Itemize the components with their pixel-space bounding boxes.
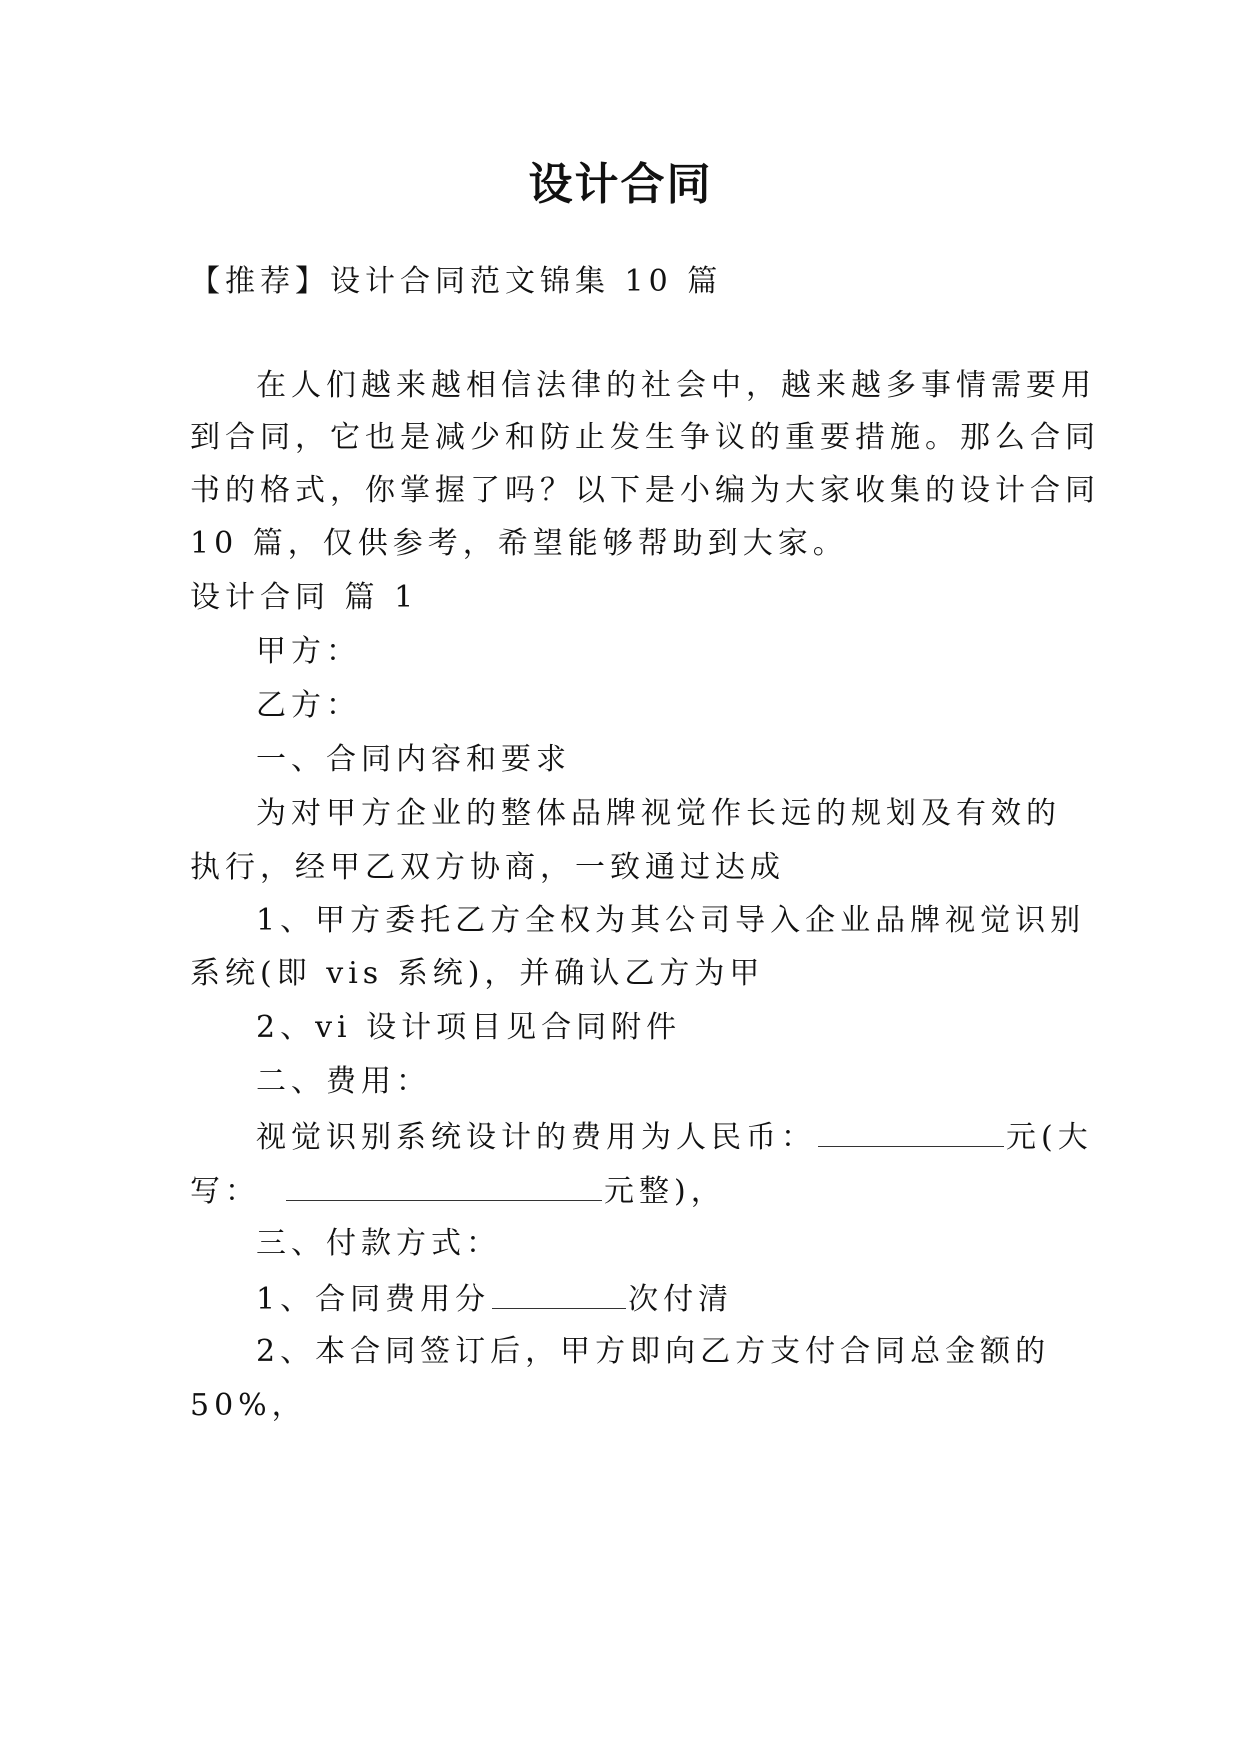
clause3-item1-unit: 次付清: [628, 1282, 734, 1317]
clause1-item1-line-2: 系统(即 vis 系统)，并确认乙方为甲: [190, 956, 765, 991]
clause1-heading: 一、合同内容和要求: [256, 742, 571, 777]
intro-line-3: 书的格式，你掌握了吗？以下是小编为大家收集的设计合同: [190, 473, 1100, 508]
clause3-heading: 三、付款方式：: [256, 1226, 501, 1261]
clause1-text-line-1: 为对甲方企业的整体品牌视觉作长远的规划及有效的: [256, 796, 1061, 831]
fee-amount-blank: [818, 1116, 1004, 1147]
section-heading: 设计合同 篇 1: [190, 580, 419, 615]
document-subtitle: 【推荐】设计合同范文锦集 10 篇: [190, 264, 723, 299]
clause2-fee-line: [256, 1116, 1093, 1158]
document-title: 设计合同: [528, 159, 713, 210]
intro-line-4: 10 篇，仅供参考，希望能够帮助到大家。: [190, 526, 848, 561]
clause2-heading: 二、费用：: [256, 1064, 431, 1099]
clause2-fee-unit: 元(大: [1006, 1120, 1093, 1155]
clause3-item2-line-1: 2、本合同签订后，甲方即向乙方支付合同总金额的: [256, 1334, 1051, 1369]
intro-line-2: 到合同，它也是减少和防止发生争议的重要措施。那么合同: [190, 420, 1100, 455]
clause3-item2-line-2: 50%，: [190, 1388, 307, 1423]
clause1-text-line-2: 执行，经甲乙双方协商，一致通过达成: [190, 850, 785, 885]
clause3-item1: [256, 1278, 1060, 1320]
clause2-uppercase-line: [190, 1170, 1060, 1212]
clause3-item1-text: 1、合同费用分: [256, 1282, 491, 1317]
fee-uppercase-blank: [286, 1170, 602, 1201]
clause2-uppercase-unit: 元整)，: [604, 1174, 726, 1209]
clause1-item1-line-1: 1、甲方委托乙方全权为其公司导入企业品牌视觉识别: [256, 903, 1086, 938]
installments-blank: [492, 1278, 626, 1309]
party-b-label: 乙方：: [256, 688, 361, 723]
intro-line-1: 在人们越来越相信法律的社会中，越来越多事情需要用: [256, 368, 1096, 403]
party-a-label: 甲方：: [256, 634, 361, 669]
clause1-item2: 2、vi 设计项目见合同附件: [256, 1010, 682, 1045]
clause2-uppercase-label: 写：: [190, 1174, 260, 1209]
clause2-fee-text: 视觉识别系统设计的费用为人民币：: [256, 1120, 816, 1155]
